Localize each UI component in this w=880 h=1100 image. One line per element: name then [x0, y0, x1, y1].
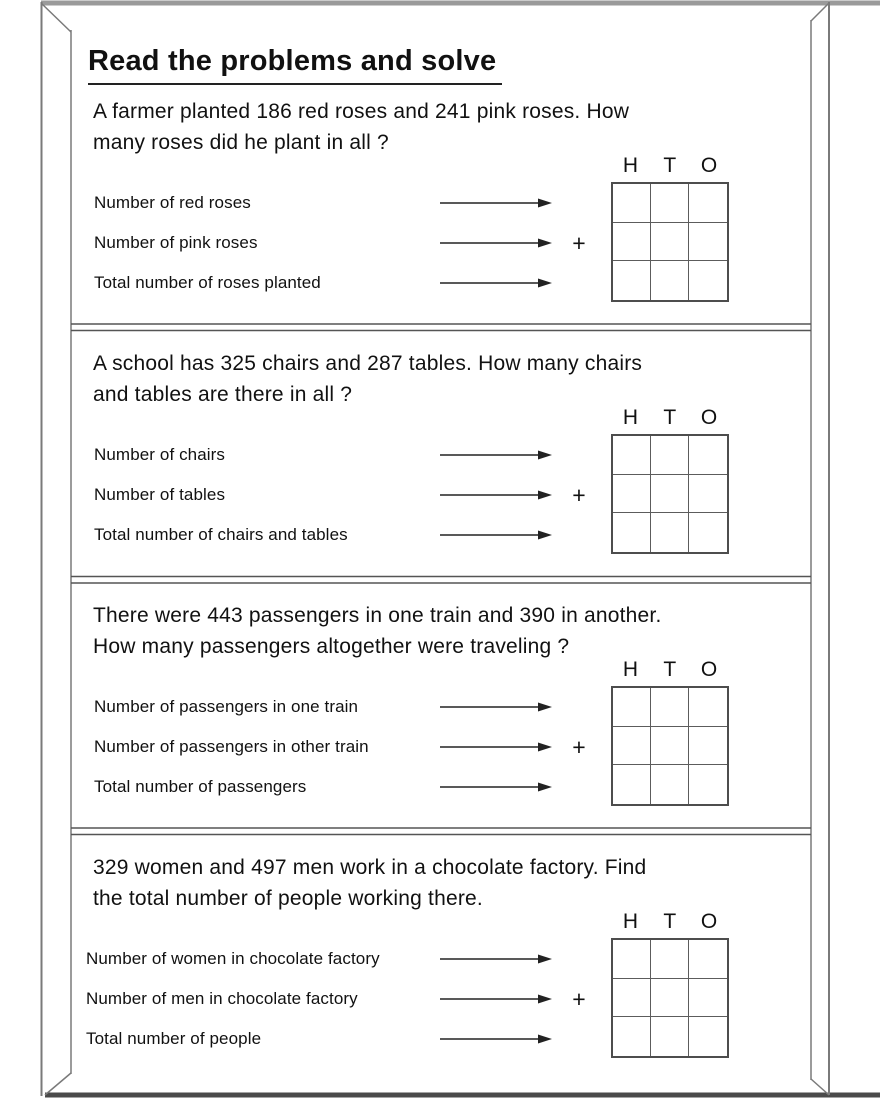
- answer-cell[interactable]: [651, 513, 689, 552]
- header-tens: T: [663, 154, 677, 177]
- answer-cell[interactable]: [613, 979, 651, 1018]
- problem-3-row-1-label: Number of passengers in one train: [94, 697, 359, 716]
- answer-cell[interactable]: [613, 261, 651, 300]
- header-ones: O: [700, 910, 718, 933]
- problem-3-row-3-label: Total number of passengers: [94, 777, 307, 796]
- problem-4-row-3-label: Total number of people: [86, 1029, 262, 1048]
- question-line: How many passengers altogether were traveling ?: [93, 635, 570, 658]
- problem-2: [71, 330, 811, 576]
- answer-cell[interactable]: [613, 223, 651, 262]
- problem-3: [71, 582, 811, 828]
- problem-1-question: [93, 96, 629, 158]
- arrow-icon: [440, 701, 552, 713]
- answer-cell[interactable]: [613, 513, 651, 552]
- problem-2-row-3-label: Total number of chairs and tables: [94, 525, 348, 544]
- header-ones: O: [700, 658, 718, 681]
- arrow-icon: [440, 197, 552, 209]
- answer-cell[interactable]: [613, 727, 651, 766]
- place-value-headers: [611, 154, 729, 178]
- answer-cell[interactable]: [613, 436, 651, 475]
- plus-sign: +: [572, 482, 586, 508]
- page-title: Read the problems and solve: [88, 45, 502, 85]
- answer-cell[interactable]: [613, 688, 651, 727]
- problem-4-row-2-label: Number of men in chocolate factory: [86, 989, 358, 1008]
- header-hundreds: H: [622, 658, 639, 681]
- arrow-icon: [440, 741, 552, 753]
- header-tens: T: [663, 658, 677, 681]
- arrow-icon: [440, 489, 552, 501]
- problem-3-row-2-label: Number of passengers in other train: [94, 737, 369, 756]
- header-ones: O: [700, 154, 718, 177]
- arrow-icon: [440, 993, 552, 1005]
- arrow-icon: [440, 781, 552, 793]
- problem-1-row-2-label: Number of pink roses: [94, 233, 258, 252]
- place-value-headers: [611, 910, 729, 934]
- header-ones: O: [700, 406, 718, 429]
- question-line: the total number of people working there.: [93, 887, 483, 910]
- question-line: 329 women and 497 men work in a chocolate factory. Find: [93, 856, 647, 879]
- answer-cell[interactable]: [689, 513, 727, 552]
- plus-sign: +: [572, 986, 586, 1012]
- answer-cell[interactable]: [651, 261, 689, 300]
- answer-cell[interactable]: [689, 475, 727, 514]
- answer-cell[interactable]: [689, 979, 727, 1018]
- answer-cell[interactable]: [689, 261, 727, 300]
- question-line: and tables are there in all ?: [93, 383, 353, 406]
- answer-cell[interactable]: [689, 1017, 727, 1056]
- answer-cell[interactable]: [613, 1017, 651, 1056]
- answer-cell[interactable]: [689, 223, 727, 262]
- answer-cell[interactable]: [613, 940, 651, 979]
- problem-4-row-1-label: Number of women in chocolate factory: [86, 949, 380, 968]
- answer-cell[interactable]: [651, 1017, 689, 1056]
- answer-cell[interactable]: [651, 436, 689, 475]
- header-tens: T: [663, 910, 677, 933]
- question-line: A school has 325 chairs and 287 tables. How many chairs: [93, 352, 643, 375]
- problem-1: [71, 78, 811, 324]
- place-value-headers: [611, 658, 729, 682]
- question-line: many roses did he plant in all ?: [93, 131, 389, 154]
- arrow-icon: [440, 277, 552, 289]
- hto-answer-grid: [611, 434, 729, 554]
- header-hundreds: H: [622, 910, 639, 933]
- hto-answer-grid: [611, 686, 729, 806]
- place-value-headers: [611, 406, 729, 430]
- question-line: There were 443 passengers in one train and 390 in another.: [93, 604, 662, 627]
- answer-cell[interactable]: [651, 979, 689, 1018]
- answer-cell[interactable]: [613, 184, 651, 223]
- problem-2-question: [93, 348, 642, 410]
- hto-answer-grid: [611, 182, 729, 302]
- answer-cell[interactable]: [613, 475, 651, 514]
- problem-2-row-2-label: Number of tables: [94, 485, 226, 504]
- answer-cell[interactable]: [689, 765, 727, 804]
- answer-cell[interactable]: [651, 223, 689, 262]
- arrow-icon: [440, 237, 552, 249]
- answer-cell[interactable]: [613, 765, 651, 804]
- problem-1-row-3-label: Total number of roses planted: [94, 273, 321, 292]
- plus-sign: +: [572, 734, 586, 760]
- arrow-icon: [440, 1033, 552, 1045]
- header-hundreds: H: [622, 406, 639, 429]
- question-line: A farmer planted 186 red roses and 241 pink roses. How: [93, 100, 630, 123]
- answer-cell[interactable]: [651, 184, 689, 223]
- arrow-icon: [440, 953, 552, 965]
- header-hundreds: H: [622, 154, 639, 177]
- problem-2-row-1-label: Number of chairs: [94, 445, 226, 464]
- problem-4-question: [93, 852, 646, 914]
- header-tens: T: [663, 406, 677, 429]
- problem-1-row-1-label: Number of red roses: [94, 193, 251, 212]
- answer-cell[interactable]: [651, 688, 689, 727]
- answer-cell[interactable]: [651, 475, 689, 514]
- problem-3-question: [93, 600, 661, 662]
- hto-answer-grid: [611, 938, 729, 1058]
- plus-sign: +: [572, 230, 586, 256]
- answer-cell[interactable]: [689, 940, 727, 979]
- answer-cell[interactable]: [651, 940, 689, 979]
- arrow-icon: [440, 449, 552, 461]
- answer-cell[interactable]: [689, 727, 727, 766]
- answer-cell[interactable]: [689, 184, 727, 223]
- answer-cell[interactable]: [689, 688, 727, 727]
- arrow-icon: [440, 529, 552, 541]
- answer-cell[interactable]: [689, 436, 727, 475]
- problem-4: [71, 834, 811, 1080]
- answer-cell[interactable]: [651, 727, 689, 766]
- answer-cell[interactable]: [651, 765, 689, 804]
